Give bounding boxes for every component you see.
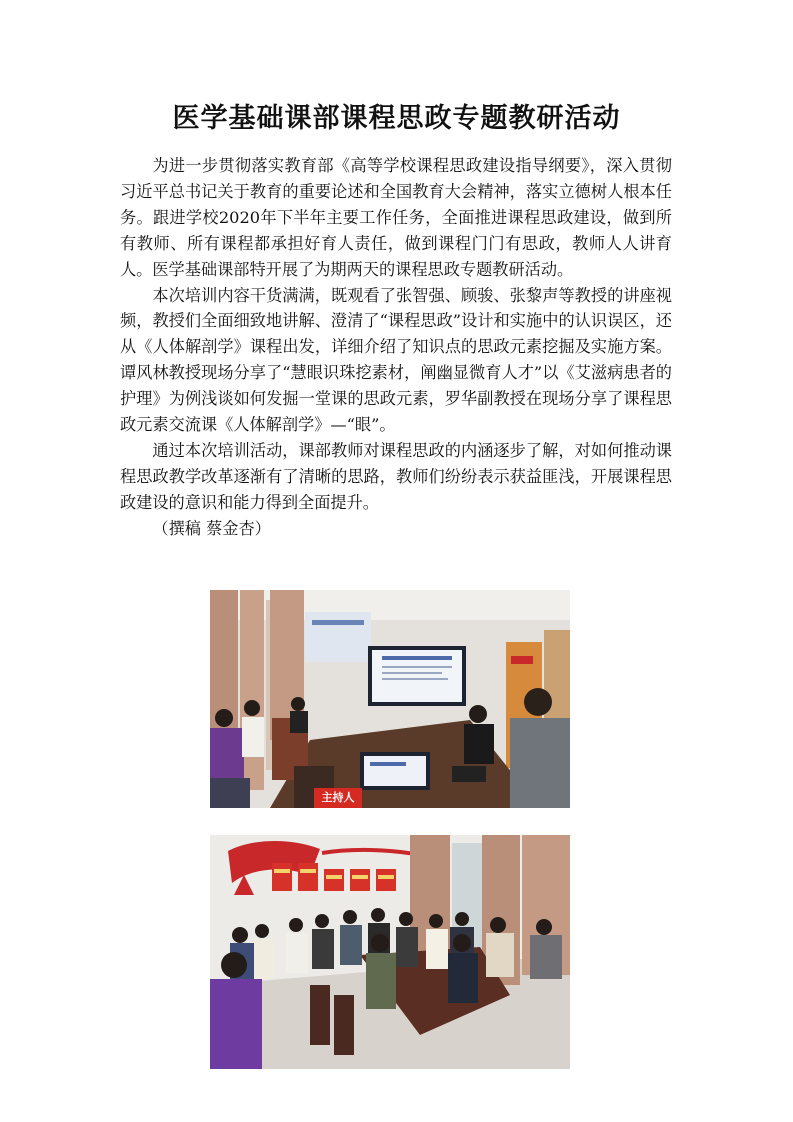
photo-meeting-room-illustration — [210, 835, 570, 1069]
photo-seminar-screens-illustration — [210, 590, 570, 808]
byline: （撰稿 蔡金杏） — [152, 518, 271, 538]
photo-meeting-room — [210, 835, 570, 1069]
host-sign-label: 主持人 — [321, 791, 355, 804]
paragraph-3: 通过本次培训活动，课部教师对课程思政的内涵逐步了解，对如何推动课程思政教学改革逐渐有了清晰的思路，教师们纷纷表示获益匪浅，开展课程思政建设的意识和能力得到全面提升。 — [120, 440, 672, 512]
page-title: 医学基础课部课程思政专题教研活动 — [172, 103, 621, 134]
paragraph-1: 为进一步贯彻落实教育部《高等学校课程思政建设指导纲要》，深入贯彻习近平总书记关于教育的重要论述和全国教育大会精神，落实立德树人根本任务。跟进学校2020年下半年主要工作任务，全面推进课程思政建设，做到所有教师、所有课程都承担好育人责任，做到课程门门有思政，教师人人讲育人。医学基础课部特开展了为期两天的课程思政专题教研活动。 — [120, 156, 672, 279]
host-sign — [314, 788, 362, 808]
article-body — [120, 153, 672, 542]
photo-seminar-screens — [210, 590, 570, 808]
paragraph-2: 本次培训内容干货满满，既观看了张智强、顾骏、张黎声等教授的讲座视频，教授们全面细致地讲解、澄清了“课程思政”设计和实施中的认识误区，还从《人体解剖学》课程出发，详细介绍了知识点的思政元素挖掘及实施方案。谭风林教授现场分享了“慧眼识珠挖素材，阐幽显微育人才”以《艾滋病患者的护理》为例浅谈如何发掘一堂课的思政元素，罗华副教授在现场分享了课程思政元素交流课《人体解剖学》—“眼”。 — [120, 285, 672, 435]
